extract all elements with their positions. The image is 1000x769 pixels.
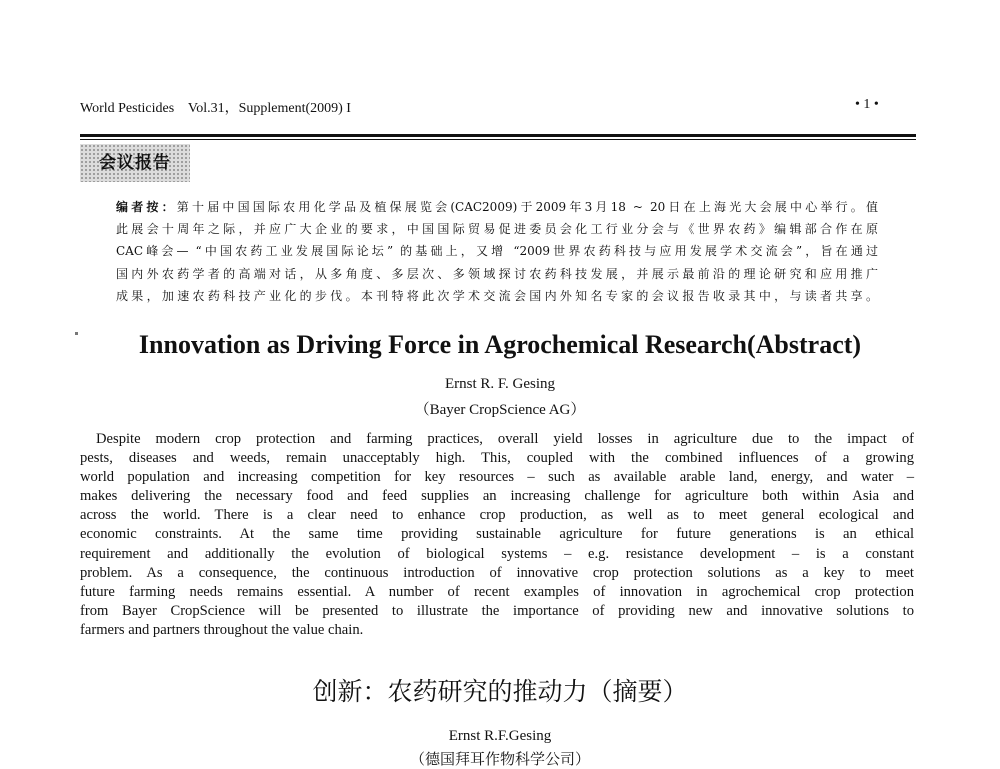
article-affiliation: （Bayer CropScience AG）: [414, 402, 586, 418]
abstract-line: across the world. There is a clear need to enhance crop production, as well as to meet general ecological and: [80, 507, 914, 524]
abstract-line: makes delivering the necessary food and feed supplies an increasing challenge for agriculture both within Asia and: [80, 488, 914, 505]
editor-note-line: 成果，加速农药科技产业化的步伐。本刊特将此次学术交流会国内外知名专家的会议报告收录其中，与读者共享。: [116, 288, 878, 303]
cn-article-author: Ernst R.F.Gesing: [448, 728, 552, 744]
abstract-line: economic constraints. At the same time providing sustainable agriculture for future generations is an ethical: [80, 526, 914, 543]
editor-note-line: 编者按：第十届中国国际农用化学品及植保展览会(CAC2009)于2009年3月18 ~ 20日在上海光大会展中心举行。值: [116, 200, 878, 214]
editor-note-line: CAC峰会— “中国农药工业发展国际论坛” 的基础上，又增 “2009世界农药科技与应用发展学术交流会”，旨在通过: [116, 244, 878, 259]
cn-article-affiliation: （德国拜耳作物科学公司）: [409, 750, 590, 768]
abstract-body: [80, 430, 914, 640]
abstract-line: requirement and additionally the evolution of biological systems – e.g. resistance development – is a constant: [80, 545, 914, 562]
abstract-line: world population and increasing competition for key resources – such as available arable land, energy, and water –: [80, 469, 914, 486]
abstract-line: Despite modern crop protection and farming practices, overall yield losses in agriculture due to the impact of: [96, 431, 914, 447]
editor-note: [116, 196, 878, 307]
abstract-line: problem. As a consequence, the continuous introduction of innovative crop protection solutions as a key to meet: [80, 564, 914, 581]
editor-note-line: 国内外农药学者的高端对话，从多角度、多层次、多领域探讨农药科技发展，并展示最前沿的理论研究和应用推广: [116, 266, 878, 281]
abstract-line: from Bayer CropScience will be presented to illustrate the importance of providing new and innovative solutions to: [80, 602, 914, 619]
running-header-journal: [80, 97, 351, 117]
editor-note-line: 此展会十周年之际，并应广大企业的要求，中国国际贸易促进委员会化工行业分会与《世界农药》编辑部合作在原: [116, 222, 878, 237]
article-author: Ernst R. F. Gesing: [444, 376, 556, 392]
cn-article-title: 创新：农药研究的推动力（摘要）: [312, 677, 688, 706]
section-label: 会议报告: [80, 144, 190, 182]
abstract-line: pests, diseases and weeds, remain unacceptably high. This, coupled with the combined influences of a growing: [80, 450, 914, 467]
editor-note-label: 编者按：: [116, 200, 177, 214]
journal-volume: Vol.31，Supplement(2009) I: [187, 101, 351, 116]
abstract-line: farmers and partners throughout the value chain.: [80, 621, 364, 638]
header-rule-thick: [80, 134, 916, 137]
journal-name: World Pesticides: [80, 101, 175, 116]
abstract-line: future farming needs remains essential. A number of recent examples of innovation in agrochemical crop protection: [80, 583, 914, 600]
article-title: Innovation as Driving Force in Agrochemical Research(Abstract): [138, 330, 862, 359]
header-rule-thin: [80, 139, 916, 140]
page-number: • 1 •: [855, 97, 879, 112]
